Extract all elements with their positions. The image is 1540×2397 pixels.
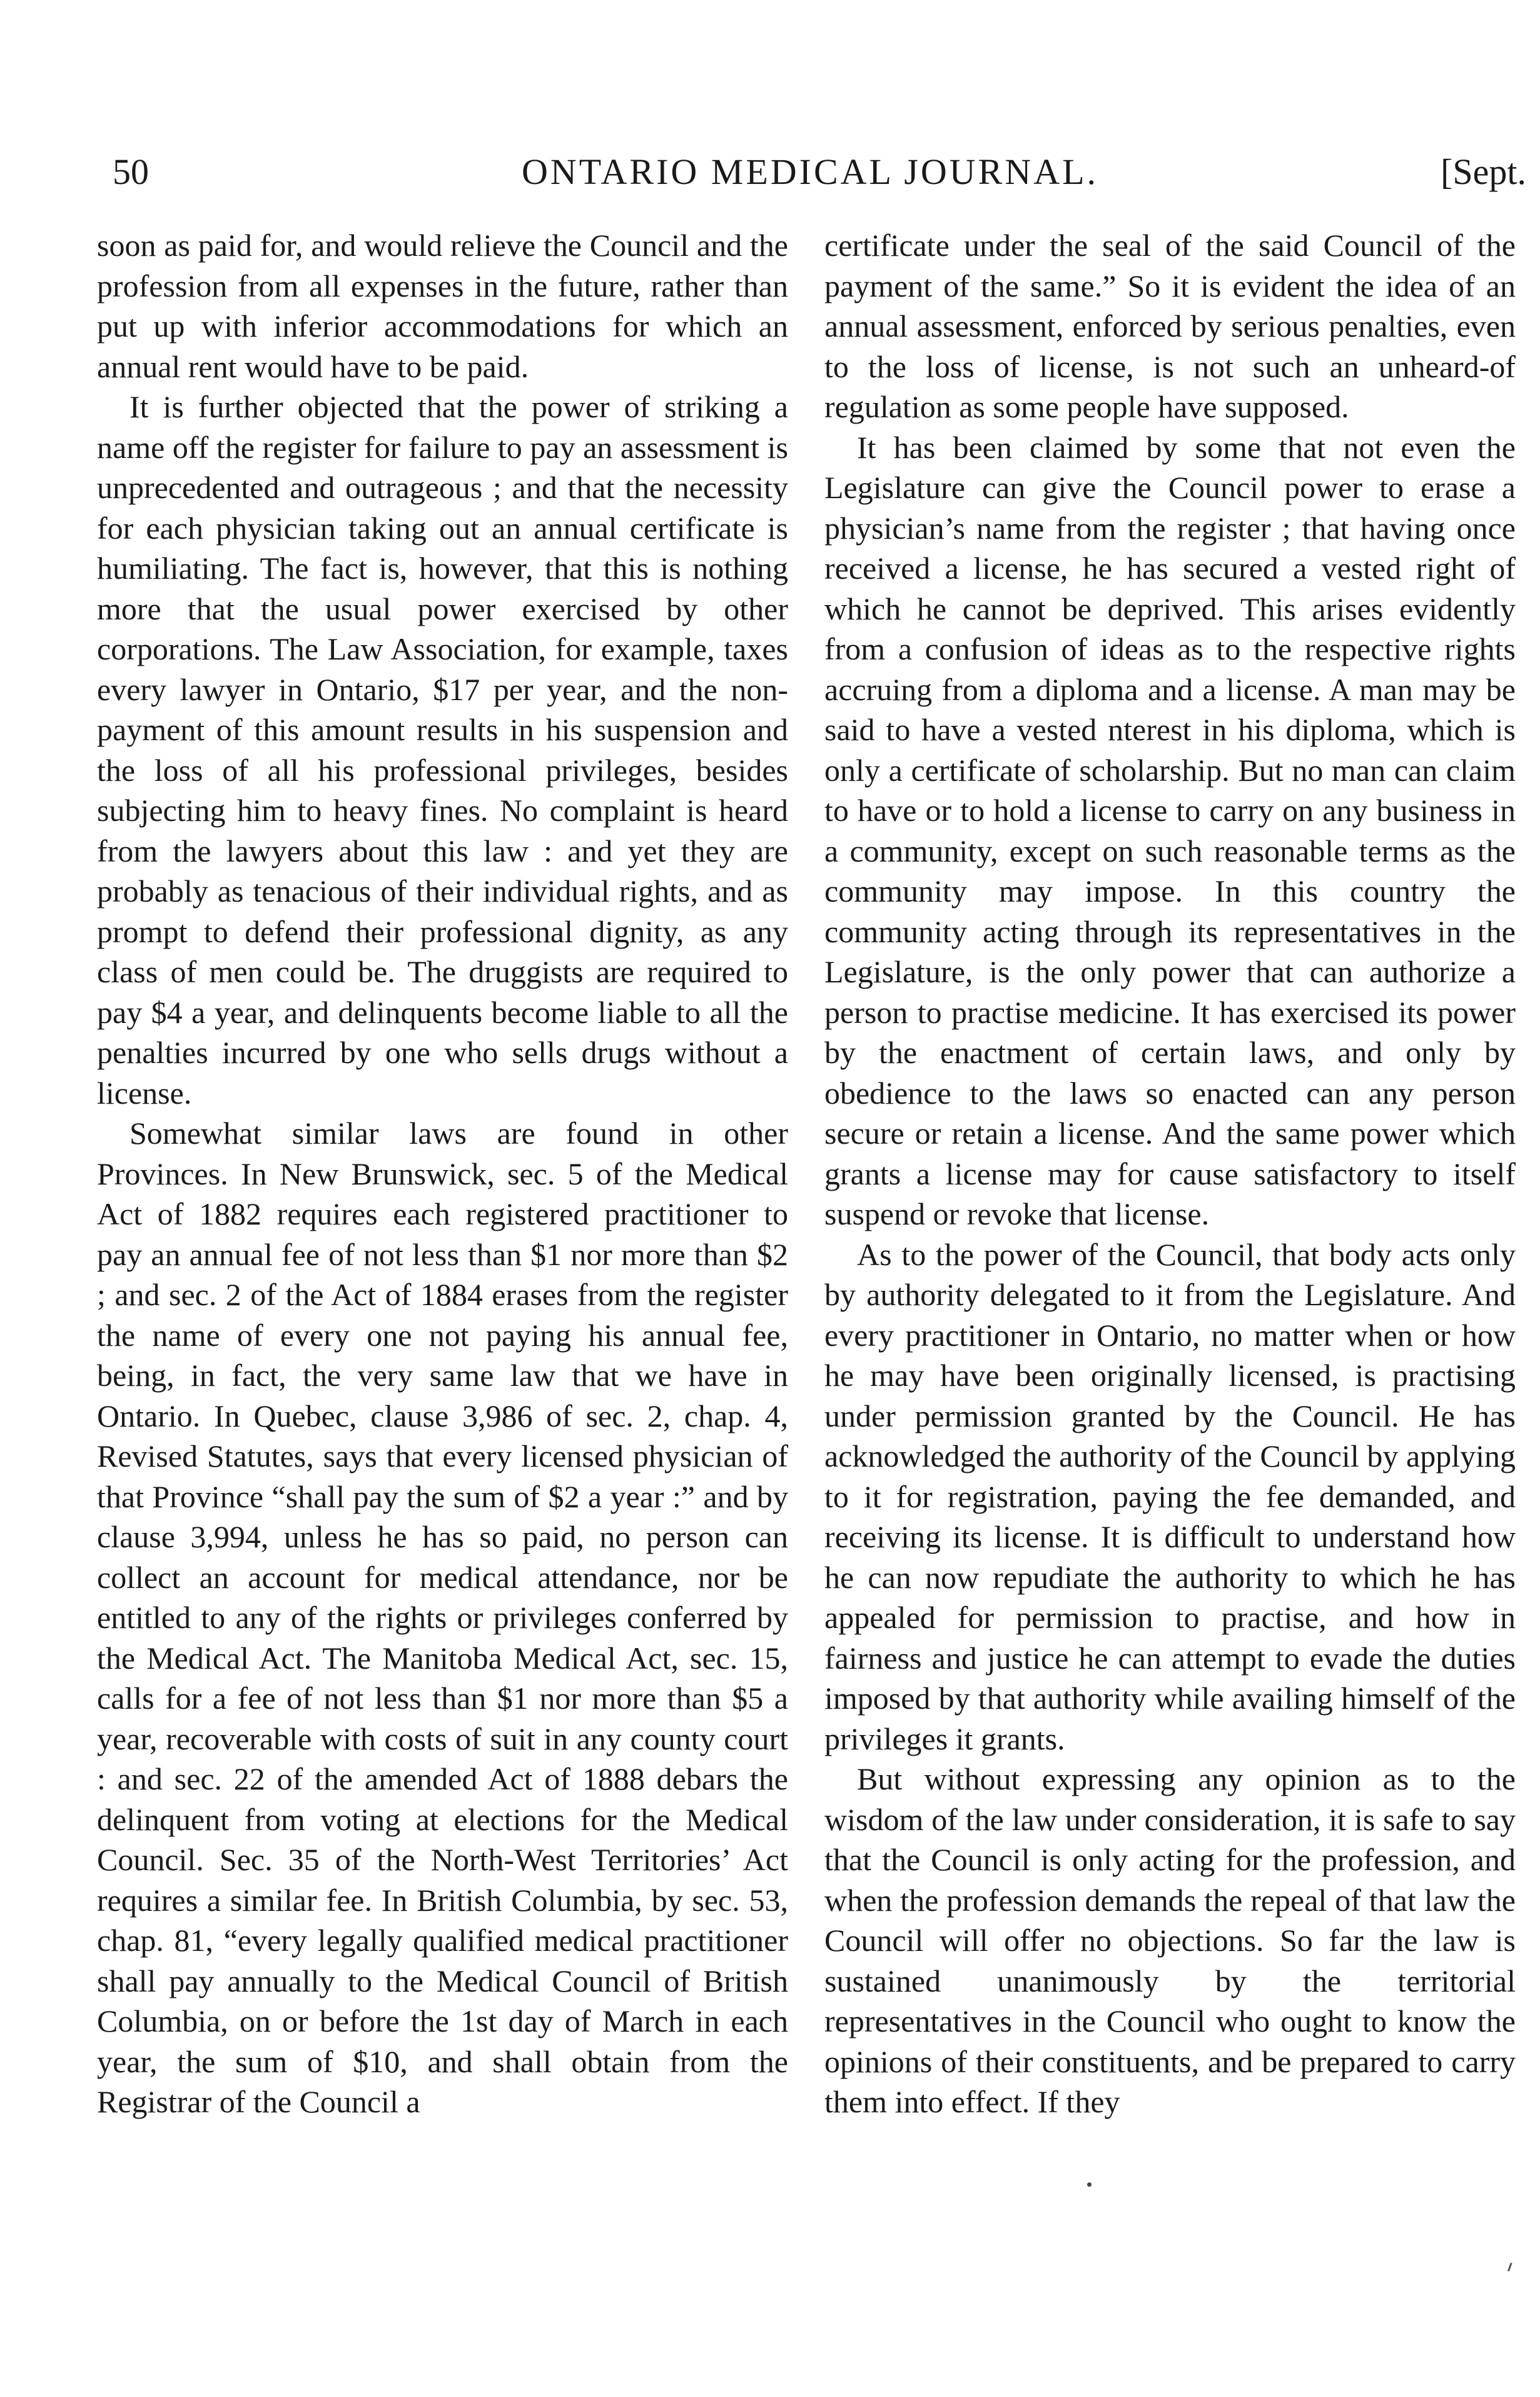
paragraph: soon as paid for, and would relieve the Council and the profession from all expenses in the future, rather than put up with inferior accommodations for which an annual rent would have to be paid. (97, 228, 788, 384)
print-mark (1507, 2262, 1518, 2274)
paragraph: But without expressing any opinion as to the wisdom of the law under consideration, it is safe to say that the Council is only acting for the profession, and when the profession demands the repeal of that law the Council will offer no objections. So far the law is sustained unanimously by the territorial representatives in the Council who ought to know the opinions of their constituents, and be prepared to carry them into effect. If they (824, 1761, 1516, 2119)
running-header (94, 147, 1526, 197)
paragraph: certificate under the seal of the said Council of the payment of the same.” So it is evident the idea of an annual assessment, enforced by serious penalties, even to the loss of license, is not such an unheard-of regulation as some people have supposed. (824, 228, 1516, 424)
issue-month: [Sept. (1441, 151, 1526, 192)
print-speck (1087, 2182, 1092, 2187)
paragraph: As to the power of the Council, that body acts only by authority delegated to it from the Legislature. And every practitioner in Ontario, no matter when or how he may have been originally licensed, is practising under permission granted by the Council. He has acknowledged the authority of the Council by applying to it for registration, paying the fee demanded, and receiving its license. It is difficult to understand how he can now repudiate the authority to which he has appealed for permission to practise, and how in fairness and justice he can attempt to evade the duties imposed by that authority while availing himself of the privileges it grants. (824, 1236, 1516, 1756)
left-column (97, 225, 788, 2122)
paragraph: It is further objected that the power of striking a name off the register for failure to pay an assessment is unprecedented and outrageous ; and that the necessity for each physician taking out an annual certificate is humiliating. The fact is, however, that this is nothing more that the usual power exercised by other corporations. The Law Association, for example, taxes every lawyer in Ontario, $17 per year, and the non-payment of this amount results in his suspension and the loss of all his professional privileges, besides subjecting him to heavy fines. No complaint is heard from the lawyers about this law : and yet they are probably as tenacious of their individual rights, and as prompt to defend their professional dignity, as any class of men could be. The druggists are required to pay $4 a year, and delinquents become liable to all the penalties incurred by one who sells drugs without a license. (97, 389, 788, 1111)
paragraph: It has been claimed by some that not even the Legislature can give the Council power to erase a physician’s name from the register ; that having once received a license, he has secured a vested right of which he cannot be deprived. This arises evidently from a confusion of ideas as to the respective rights accruing from a diploma and a license. A man may be said to have a vested nterest in his diploma, which is only a certificate of scholarship. But no man can claim to have or to hold a license to carry on any business in a community, except on such reasonable terms as the community may impose. In this country the community acting through its representatives in the Legislature, is the only power that can authorize a person to practise medicine. It has exercised its power by the enactment of certain laws, and only by obedience to the laws so enacted can any person secure or retain a license. And the same power which grants a license may for cause satisfactory to itself suspend or revoke that license. (824, 429, 1516, 1231)
right-column (824, 225, 1516, 2122)
page-number: 50 (113, 151, 149, 192)
paragraph: Somewhat similar laws are found in other Provinces. In New Brunswick, sec. 5 of the Medical Act of 1882 requires each registered practitioner to pay an annual fee of not less than $1 nor more than $2 ; and sec. 2 of the Act of 1884 erases from the register the name of every one not paying his annual fee, being, in fact, the very same law that we have in Ontario. In Quebec, clause 3,986 of sec. 2, chap. 4, Revised Statutes, says that every licensed physician of that Province “shall pay the sum of $2 a year :” and by clause 3,994, unless he has so paid, no person can collect an account for medical attendance, nor be entitled to any of the rights or privileges conferred by the Medical Act. The Manitoba Medical Act, sec. 15, calls for a fee of not less than $1 nor more than $5 a year, recoverable with costs of suit in any county court : and sec. 22 of the amended Act of 1888 debars the delinquent from voting at elections for the Medical Council. Sec. 35 of the North-West Territories’ Act requires a similar fee. In British Columbia, by sec. 53, chap. 81, “every legally qualified medical practitioner shall pay annually to the Medical Council of British Columbia, on or before the 1st day of March in each year, the sum of $10, and shall obtain from the Registrar of the Council a (97, 1116, 788, 2119)
journal-title: ONTARIO MEDICAL JOURNAL. (521, 151, 1099, 192)
